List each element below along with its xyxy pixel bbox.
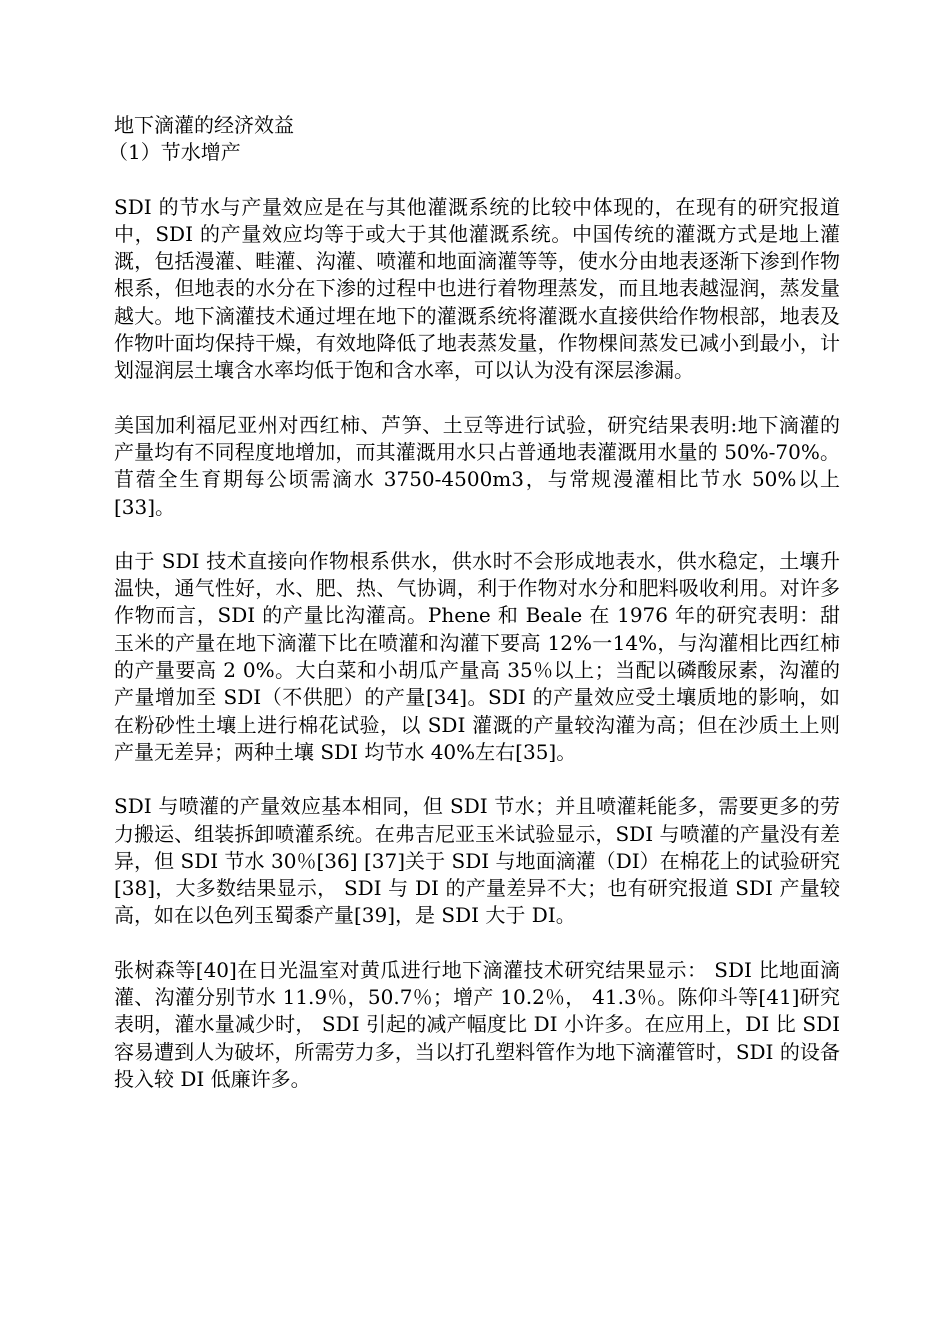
section-title: 地下滴灌的经济效益 (114, 113, 294, 137)
paragraph-sprinkler-comparison: SDI 与喷灌的产量效应基本相同，但 SDI 节水；并且喷灌耗能多，需要更多的劳力搬运、组装拆卸喷灌系统。在弗吉尼亚玉米试验显示，SDI 与喷灌的产量没有差异，但 SDI 节水 30％[36] [37]关于 SDI 与地面滴灌（DI）在棉花上的试验研究[38]，大多数结果显示， SDI 与 DI 的产量差异不大；也有研究报道 SDI 产量较高，如在以色列玉蜀黍产量[39]，是 SDI 大于 DI。 (114, 794, 840, 928)
heading-spacer (114, 167, 840, 194)
paragraph-yield-comparison: 由于 SDI 技术直接向作物根系供水，供水时不会形成地表水，供水稳定，土壤升温快，通气性好，水、肥、热、气协调，利于作物对水分和肥料吸收利用。对许多作物而言，SDI 的产量比沟灌高。Phene 和 Beale 在 1976 年的研究表明：甜玉米的产量在地下滴灌下比在喷灌和沟灌下要高 12%一14%，与沟灌相比西红柿的产量要高 2 0%。大白菜和小胡瓜产量高 35％以上；当配以磷酸尿素，沟灌的产量增加至 SDI（不供肥）的产量[34]。SDI 的产量效应受土壤质地的影响，如在粉砂性土壤上进行棉花试验，以 SDI 灌溉的产量较沟灌为高；但在沙质土上则产量无差异；两种土壤 SDI 均节水 40%左右[35]。 (114, 548, 840, 764)
paragraph-water-saving: SDI 的节水与产量效应是在与其他灌溉系统的比较中体现的，在现有的研究报道中，SDI 的产量效应均等于或大于其他灌溉系统。中国传统的灌溉方式是地上灌溉，包括漫灌、畦灌、沟灌、喷灌和地面滴灌等等，使水分由地表逐渐下渗到作物根系，但地表的水分在下渗的过程中也进行着物理蒸发，而且地表越湿润，蒸发量越大。地下滴灌技术通过埋在地下的灌溉系统将灌溉水直接供给作物根部，地表及作物叶面均保持干燥，有效地降低了地表蒸发量，作物棵间蒸发已减小到最小，计划湿润层土壤含水率均低于饱和含水率，可以认为没有深层渗漏。 (114, 194, 840, 383)
document-page (108, 112, 840, 1093)
subsection-title: （1）节水增产 (108, 140, 241, 165)
paragraph-greenhouse-study: 张树森等[40]在日光温室对黄瓜进行地下滴灌技术研究结果显示： SDI 比地面滴灌、沟灌分别节水 11.9％，50.7％；增产 10.2％， 41.3％。陈仰斗等[41]研究表明，灌水量减少时， SDI 引起的减产幅度比 DI 小许多。在应用上，DI 比 SDI 容易遭到人为破坏，所需劳力多，当以打孔塑料管作为地下滴灌管时，SDI 的设备投入较 DI 低廉许多。 (114, 957, 840, 1091)
paragraph-california-trial: 美国加利福尼亚州对西红柿、芦笋、土豆等进行试验，研究结果表明:地下滴灌的产量均有不同程度地增加，而其灌溉用水只占普通地表灌溉用水量的 50%-70%。苜蓿全生育期每公顷需滴水 3750-4500m3，与常规漫灌相比节水 50%以上[33]。 (114, 412, 840, 519)
